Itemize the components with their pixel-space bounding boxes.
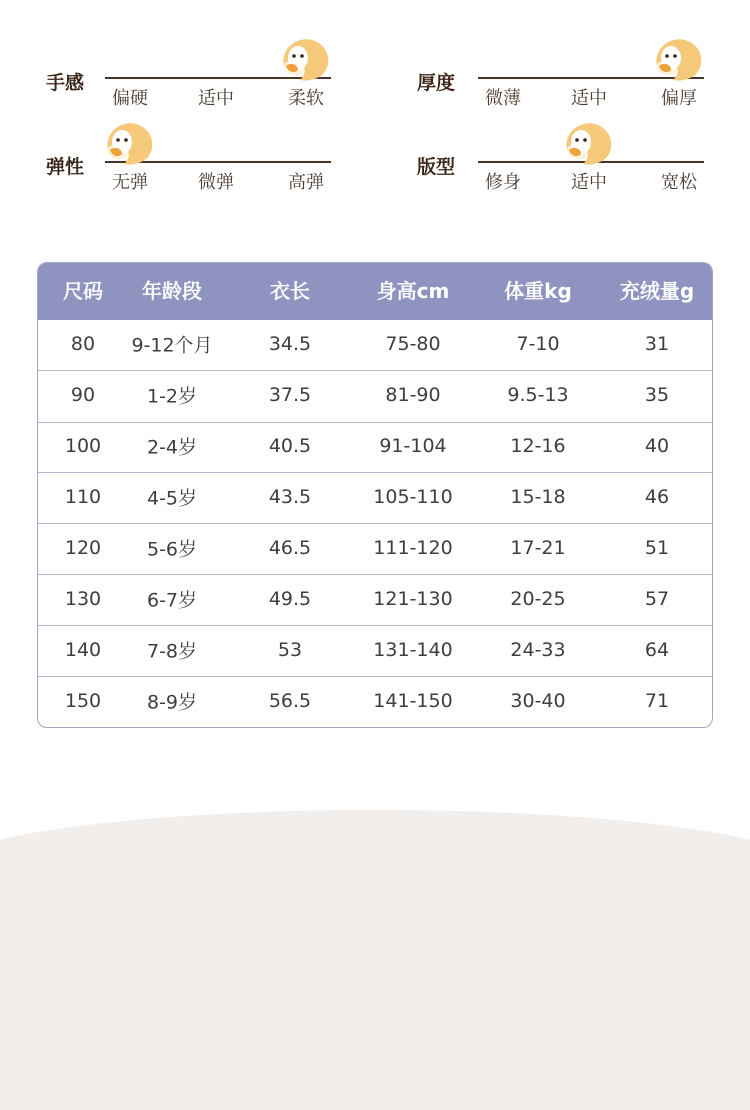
table-cell: 34.5 — [268, 333, 312, 355]
table-row — [38, 320, 712, 370]
table-cell: 130 — [64, 587, 102, 610]
feature-option-label: 高弹 — [288, 172, 324, 193]
table-cell: 120 — [64, 536, 102, 559]
table-cell: 131-140 — [373, 638, 453, 661]
feature-option-label: 偏硬 — [112, 88, 148, 109]
feature-option-label: 修身 — [485, 172, 521, 193]
table-cell: 81-90 — [385, 384, 441, 406]
table-cell: 5-6岁 — [146, 538, 198, 560]
table-cell: 24-33 — [510, 638, 566, 661]
feature-option-label: 偏厚 — [661, 88, 697, 109]
table-cell: 9.5-13 — [507, 384, 569, 406]
duck-mascot-icon — [276, 36, 336, 82]
table-header-cell: 尺码 — [63, 279, 103, 303]
table-cell: 71 — [644, 690, 670, 712]
table-cell: 75-80 — [385, 333, 441, 355]
feature-option-label: 柔软 — [288, 88, 324, 109]
duck-mascot-icon — [100, 120, 160, 166]
duck-mascot-icon — [649, 36, 709, 82]
table-cell: 40 — [644, 435, 670, 457]
table-header-cell: 年龄段 — [142, 279, 202, 303]
table-cell: 140 — [64, 638, 102, 661]
table-cell: 40.5 — [268, 435, 312, 457]
table-row — [38, 422, 712, 472]
table-cell: 37.5 — [268, 384, 312, 406]
table-cell: 31 — [644, 333, 670, 355]
table-header — [38, 263, 712, 320]
table-cell: 80 — [70, 333, 96, 355]
table-row — [38, 676, 712, 728]
duck-mascot-icon — [559, 120, 619, 166]
feature-title: 版型 — [417, 156, 456, 178]
table-cell: 46.5 — [268, 536, 312, 559]
table-cell: 56.5 — [268, 690, 312, 712]
feature-title: 手感 — [46, 72, 85, 94]
table-cell: 6-7岁 — [146, 589, 198, 611]
table-cell: 1-2岁 — [146, 385, 198, 408]
table-cell: 90 — [70, 384, 96, 406]
feature-option-label: 无弹 — [112, 172, 148, 193]
table-cell: 8-9岁 — [146, 691, 198, 714]
feature-option-label: 微弹 — [198, 172, 234, 193]
bottom-wave-decoration — [0, 810, 750, 1110]
table-header-cell: 体重kg — [504, 279, 572, 303]
table-cell: 141-150 — [373, 690, 453, 712]
table-cell: 2-4岁 — [146, 436, 198, 459]
table-cell: 49.5 — [268, 587, 312, 610]
table-row — [38, 523, 712, 574]
table-cell: 35 — [644, 384, 670, 406]
table-cell: 110 — [64, 485, 102, 508]
table-cell: 20-25 — [510, 587, 566, 610]
table-cell: 57 — [644, 587, 670, 610]
table-cell: 121-130 — [373, 587, 453, 610]
table-header-cell: 充绒量g — [619, 279, 695, 303]
feature-option-label: 微薄 — [485, 88, 521, 109]
size-chart-table — [37, 262, 713, 728]
table-cell: 7-10 — [516, 333, 560, 355]
table-row — [38, 625, 712, 676]
table-cell: 100 — [64, 435, 102, 457]
feature-option-label: 适中 — [198, 88, 234, 109]
table-cell: 46 — [644, 485, 670, 508]
table-cell: 4-5岁 — [146, 487, 198, 509]
table-cell: 15-18 — [510, 485, 566, 508]
feature-option-label: 宽松 — [661, 172, 697, 193]
table-cell: 111-120 — [373, 536, 453, 559]
table-cell: 43.5 — [268, 485, 312, 508]
table-header-cell: 衣长 — [270, 279, 310, 303]
table-row — [38, 370, 712, 422]
table-cell: 51 — [644, 536, 670, 559]
table-row — [38, 472, 712, 523]
table-cell: 30-40 — [510, 690, 566, 712]
table-row — [38, 574, 712, 625]
feature-title: 厚度 — [417, 72, 456, 94]
table-cell: 91-104 — [379, 435, 447, 457]
feature-option-label: 适中 — [571, 172, 607, 193]
table-cell: 53 — [277, 638, 303, 661]
feature-title: 弹性 — [46, 156, 85, 178]
table-cell: 7-8岁 — [146, 640, 198, 662]
table-cell: 12-16 — [510, 435, 566, 457]
table-header-cell: 身高cm — [376, 279, 450, 303]
feature-option-label: 适中 — [571, 88, 607, 109]
table-cell: 64 — [644, 638, 670, 661]
table-cell: 17-21 — [510, 536, 566, 559]
table-cell: 150 — [64, 690, 102, 712]
table-cell: 9-12个月 — [131, 334, 213, 357]
table-cell: 105-110 — [373, 485, 453, 508]
